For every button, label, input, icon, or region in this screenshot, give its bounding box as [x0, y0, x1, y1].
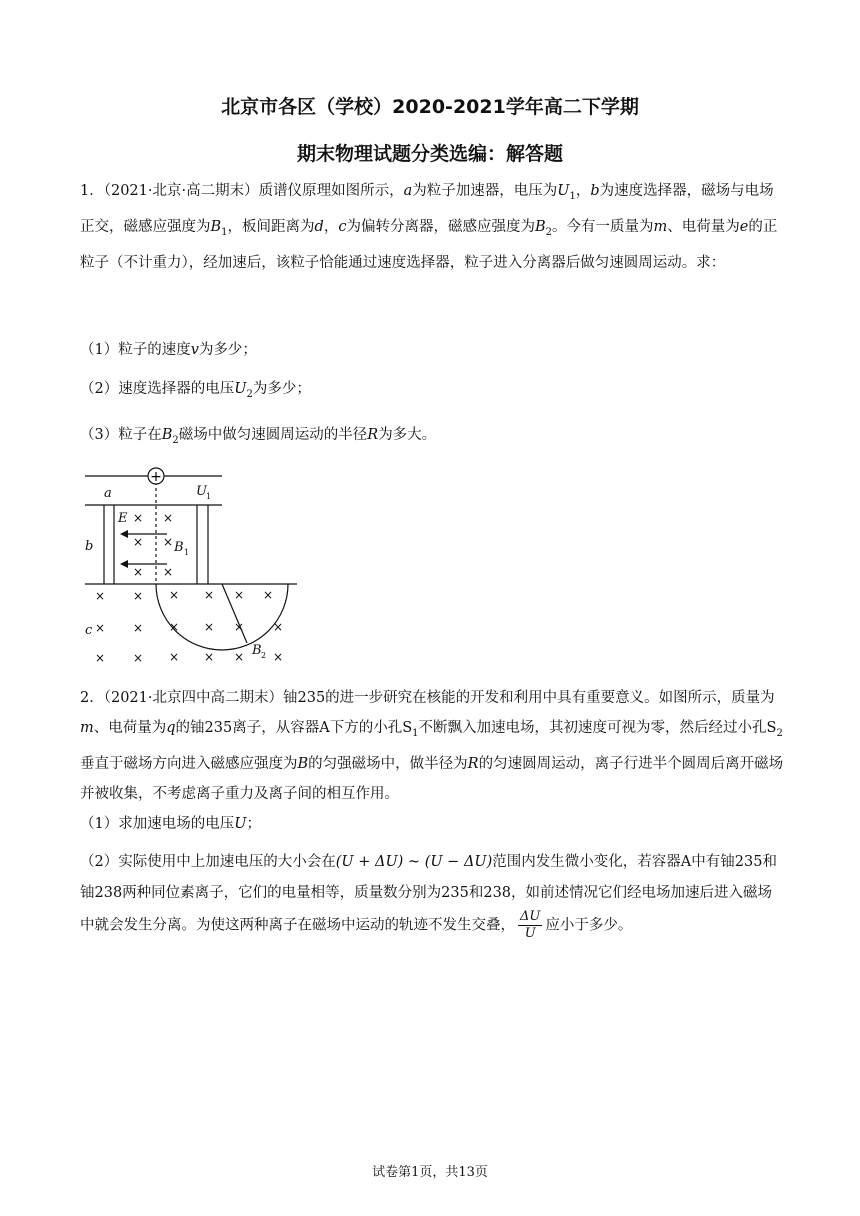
positive-charge-label: + — [150, 469, 162, 485]
magnetic-field-cross: × — [203, 588, 215, 602]
question-1-part-1: （1）粒子的速度v为多少； — [80, 342, 257, 358]
magnetic-field-cross: × — [132, 511, 144, 525]
page-title-line-1: 北京市各区（学校）2020-2021学年高二下学期 — [221, 96, 639, 118]
label-B2: B — [252, 643, 262, 658]
question-1-stem: 1．（2021·北京·高二期末）质谱仪原理如图所示，a为粒子加速器，电压为$U_1$，b为速度选择器，磁场与电场正交，磁感应强度为$B_1$，板间距离为d，c为偏转分离器，磁感应强度为$B_2$。今有一质量为m、电荷量为e的正粒子（不计重力），经加速后，该粒子恰能通过速度选择器，粒子进入分离器后做匀速圆周运动。求： — [80, 183, 778, 271]
magnetic-field-cross: × — [162, 565, 174, 579]
label-a: a — [104, 486, 112, 501]
label-U-sub: 1 — [206, 492, 212, 501]
magnetic-field-cross: × — [94, 589, 106, 603]
label-B1: B — [174, 540, 184, 555]
magnetic-field-cross: × — [132, 565, 144, 579]
magnetic-field-cross: × — [233, 650, 245, 664]
question-2-part-2: （2）实际使用中上加速电压的大小会在(U + ΔU) ~ (U − ΔU)范围内发生微小变化，若容器A中有铀235和铀238两种同位素离子，它们的电量相等，质量数分别为235和238，如前述情况它们经电场加速后进入磁场中就会发生分离。为使这两种离子在磁场中运动的轨迹不发生交叠， $\frac{\Delta U}{U}$ 应小于多少。 — [80, 854, 777, 941]
question-1-part-2: （2）速度选择器的电压$U_2$为多少； — [80, 381, 311, 400]
magnetic-field-cross: × — [203, 620, 215, 634]
magnetic-field-cross: × — [132, 651, 144, 665]
magnetic-field-cross: × — [94, 651, 106, 665]
label-c: c — [85, 623, 93, 638]
label-B1-sub: 1 — [184, 548, 190, 557]
question-2-part-1: （1）求加速电场的电压U； — [80, 816, 261, 832]
arrowhead-2 — [120, 560, 128, 568]
magnetic-field-cross: × — [233, 588, 245, 602]
magnetic-field-cross: × — [132, 589, 144, 603]
magnetic-field-cross: × — [262, 588, 274, 602]
magnetic-field-cross: × — [168, 588, 180, 602]
magnetic-field-cross: × — [272, 620, 284, 634]
magnetic-field-cross: × — [132, 535, 144, 549]
page-footer: 试卷第1页，共13页 — [372, 1165, 488, 1180]
mass-spectrometer-figure — [82, 462, 302, 672]
fraction-deltaU-over-U: $\frac{\Delta U}{U}$ — [520, 909, 541, 941]
magnetic-field-cross: × — [233, 620, 245, 634]
page-title-line-2: 期末物理试题分类选编：解答题 — [296, 143, 563, 165]
magnetic-field-cross: × — [272, 650, 284, 664]
question-1-part-3: （3）粒子在$B_2$磁场中做匀速圆周运动的半径R为多大。 — [80, 427, 437, 446]
magnetic-field-cross: × — [132, 621, 144, 635]
label-b: b — [85, 539, 94, 554]
magnetic-field-cross: × — [168, 620, 180, 634]
label-U: U — [196, 484, 207, 499]
label-E: E — [118, 511, 128, 526]
magnetic-field-cross: × — [203, 650, 215, 664]
magnetic-field-cross: × — [162, 511, 174, 525]
label-B2-sub: 2 — [261, 651, 267, 660]
question-2-stem: 2．（2021·北京四中高二期末）铀235的进一步研究在核能的开发和利用中具有重要意义。如图所示，质量为m、电荷量为q的铀235离子，从容器A下方的小孔$S_1$不断飘入加速电场，其初速度可视为零，然后经过小孔$S_2$垂直于磁场方向进入磁感应强度为B的匀强磁场中，做半径为R的匀速圆周运动，离子行进半个圆周后离开磁场并被收集，不考虑离子重力及离子间的相互作用。 — [80, 690, 784, 802]
magnetic-field-cross: × — [94, 621, 106, 635]
magnetic-field-cross: × — [168, 650, 180, 664]
arrowhead-1 — [120, 530, 128, 538]
magnetic-field-cross: × — [162, 535, 174, 549]
